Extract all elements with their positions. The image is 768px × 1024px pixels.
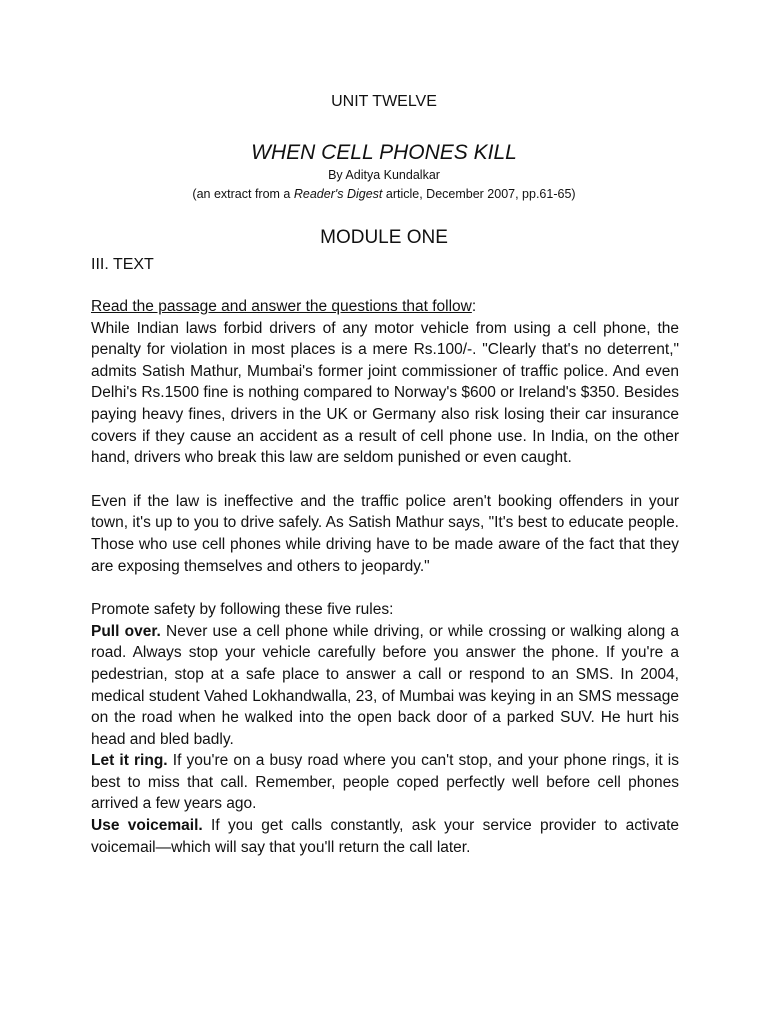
rule-3 <box>91 815 679 858</box>
rules-intro: Promote safety by following these five rules: <box>91 601 394 619</box>
rule-text: Never use a cell phone while driving, or while crossing or walking along a road. Always stop your vehicle carefully before you answer the phone. If you're a pedestrian, stop at a safe place to answer a call or respond to an SMS. In 2004, medical student Vahed Lokhandwalla, 23, of Mumbai was keying in an SMS message on the road when he walked into the open back door of a parked SUV. He hurt his head and bled badly. <box>91 622 679 748</box>
source-citation <box>0 187 768 201</box>
instruction-colon: : <box>471 298 477 315</box>
article-title: WHEN CELL PHONES KILL <box>251 141 517 164</box>
rule-heading: Let it ring. <box>91 752 168 770</box>
paragraph-gap <box>91 469 679 491</box>
section-heading: III. TEXT <box>91 256 154 273</box>
paragraph-gap <box>91 577 679 599</box>
paragraph-2: Even if the law is ineffective and the traffic police aren't booking offenders in your town, it's up to you to drive safely. As Satish Mathur says, "It's best to educate people. Those who use cell phones while driving have to be made aware of the fact that they are exposing themselves and others to jeopardy." <box>91 492 679 575</box>
source-suffix: article, December 2007, pp.61-65) <box>382 187 576 201</box>
rule-heading: Use voicemail. <box>91 817 203 835</box>
instruction-text: Read the passage and answer the questions that follow <box>91 298 472 315</box>
unit-heading: UNIT TWELVE <box>331 93 437 110</box>
passage-body <box>91 296 679 858</box>
source-prefix: (an extract from a <box>192 187 294 201</box>
rule-heading: Pull over. <box>91 622 161 640</box>
rule-text: If you're on a busy road where you can't stop, and your phone rings, it is best to miss that call. Remember, people coped perfectly well before cell phones arrived a few years ago. <box>91 752 679 813</box>
instruction-line <box>91 296 679 318</box>
source-publication: Reader's Digest <box>293 187 383 201</box>
rule-text: If you get calls constantly, ask your service provider to activate voicemail—which will say that you'll return the call later. <box>91 817 680 856</box>
module-heading: MODULE ONE <box>320 227 448 248</box>
rule-1 <box>91 621 679 751</box>
paragraph-1: While Indian laws forbid drivers of any motor vehicle from using a cell phone, the penalty for violation in most places is a mere Rs.100/-. "Clearly that's no deterrent," admits Satish Mathur, Mumbai's former joint commissioner of traffic police. And even Delhi's Rs.1500 fine is nothing compared to Norway's $600 or Ireland's $350. Besides paying heavy fines, drivers in the UK or Germany also risk losing their car insurance covers if they cause an accident as a result of cell phone use. In India, on the other hand, drivers who break this law are seldom punished or even caught. <box>91 319 679 467</box>
byline: By Aditya Kundalkar <box>328 168 440 182</box>
rule-2 <box>91 750 679 815</box>
